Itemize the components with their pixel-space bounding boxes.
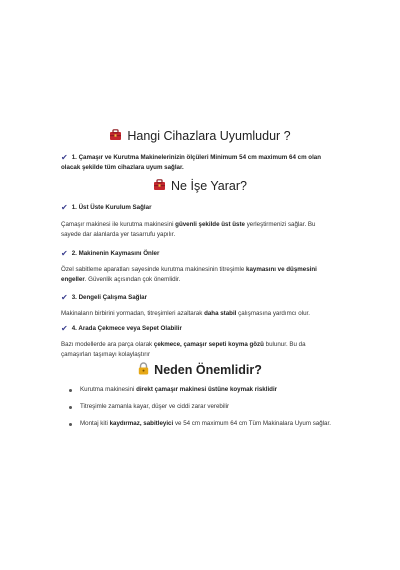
purpose-item-title-text: 2. Makinenin Kaymasını Önler <box>71 250 160 257</box>
heading-text: Ne İşe Yarar? <box>171 179 247 193</box>
body-text: Makinaların birbirini yormadan, titreşimleri azaltarak <box>61 310 205 317</box>
purpose-item-body <box>61 309 351 319</box>
purpose-item-title-text: 3. Dengeli Çalışma Sağlar <box>71 294 148 301</box>
heading-text: Neden Önemlidir? <box>154 363 262 377</box>
list-item <box>80 402 350 412</box>
body-bold: kaymasını ve düşmesini <box>246 266 317 273</box>
section-heading-compatibility <box>0 129 400 144</box>
purpose-item-body <box>61 340 351 360</box>
list-bold: direkt çamaşır makinesi üstüne koymak risklidir <box>136 386 278 393</box>
body-text: çalışmasına yardımcı olur. <box>236 310 310 317</box>
check-icon: ✔ <box>61 293 68 302</box>
list-text: Montaj kiti <box>80 420 110 427</box>
purpose-item-body <box>61 265 351 285</box>
body-bold: daha stabil <box>204 310 237 317</box>
compat-text-line-2: olacak şekilde tüm cihazlara uyum sağlar. <box>61 164 184 171</box>
importance-list <box>80 385 350 436</box>
body-text: bulunur. Bu da <box>263 341 306 348</box>
body-bold: çekmece, çamaşır sepeti koyma gözü <box>153 341 264 348</box>
check-icon: ✔ <box>61 249 68 258</box>
toolbox-icon <box>109 129 122 144</box>
check-icon: ✔ <box>61 324 68 333</box>
purpose-item-title <box>61 324 351 333</box>
compat-item <box>61 153 351 173</box>
body-bold: engeller <box>61 276 85 283</box>
lock-icon <box>138 362 149 378</box>
list-text: Titreşimle zamanla kayar, düşer ve ciddi zarar verebilir <box>80 403 230 410</box>
body-text: yerleştirmenizi sağlar. Bu <box>244 221 316 228</box>
section-heading-purpose <box>0 179 400 194</box>
heading-text: Hangi Cihazlara Uyumludur ? <box>127 129 291 143</box>
body-bold: güvenli şekilde üst üste <box>175 221 245 228</box>
section-heading-importance <box>0 362 400 378</box>
body-text: Çamaşır makinesi ile kurutma makinesini <box>61 221 176 228</box>
list-bold: kaydırmaz, sabitleyici <box>109 420 174 427</box>
list-item <box>80 419 350 429</box>
check-icon: ✔ <box>61 203 68 212</box>
body-text: Bazı modellerde ara parça olarak <box>61 341 154 348</box>
toolbox-icon <box>153 179 166 194</box>
purpose-item-title <box>61 203 351 212</box>
purpose-item-body <box>61 220 351 240</box>
body-text: çamaşırları taşımayı kolaylaştırır <box>61 351 151 358</box>
body-text: sayede dar alanlarda yer tasarrufu yapılır. <box>61 231 176 238</box>
purpose-item-title-text: 4. Arada Çekmece veya Sepet Olabilir <box>71 325 182 332</box>
purpose-item-title <box>61 249 351 258</box>
body-text: Özel sabitleme aparatları sayesinde kurutma makinesinin titreşimle <box>61 266 247 273</box>
check-icon: ✔ <box>61 153 68 162</box>
body-text: . Güvenlik açısından çok önemlidir. <box>84 276 181 283</box>
list-text: Kurutma makinesini <box>80 386 137 393</box>
purpose-item-title <box>61 293 351 302</box>
list-item <box>80 385 350 395</box>
compat-text-line-1: 1. Çamaşır ve Kurutma Makinelerinizin ölçüleri Minimum 54 cm maximum 64 cm olan <box>71 154 322 161</box>
purpose-item-title-text: 1. Üst Üste Kurulum Sağlar <box>71 204 152 211</box>
list-text: ve 54 cm maximum 64 cm Tüm Makinalara Uyum sağlar. <box>173 420 331 427</box>
